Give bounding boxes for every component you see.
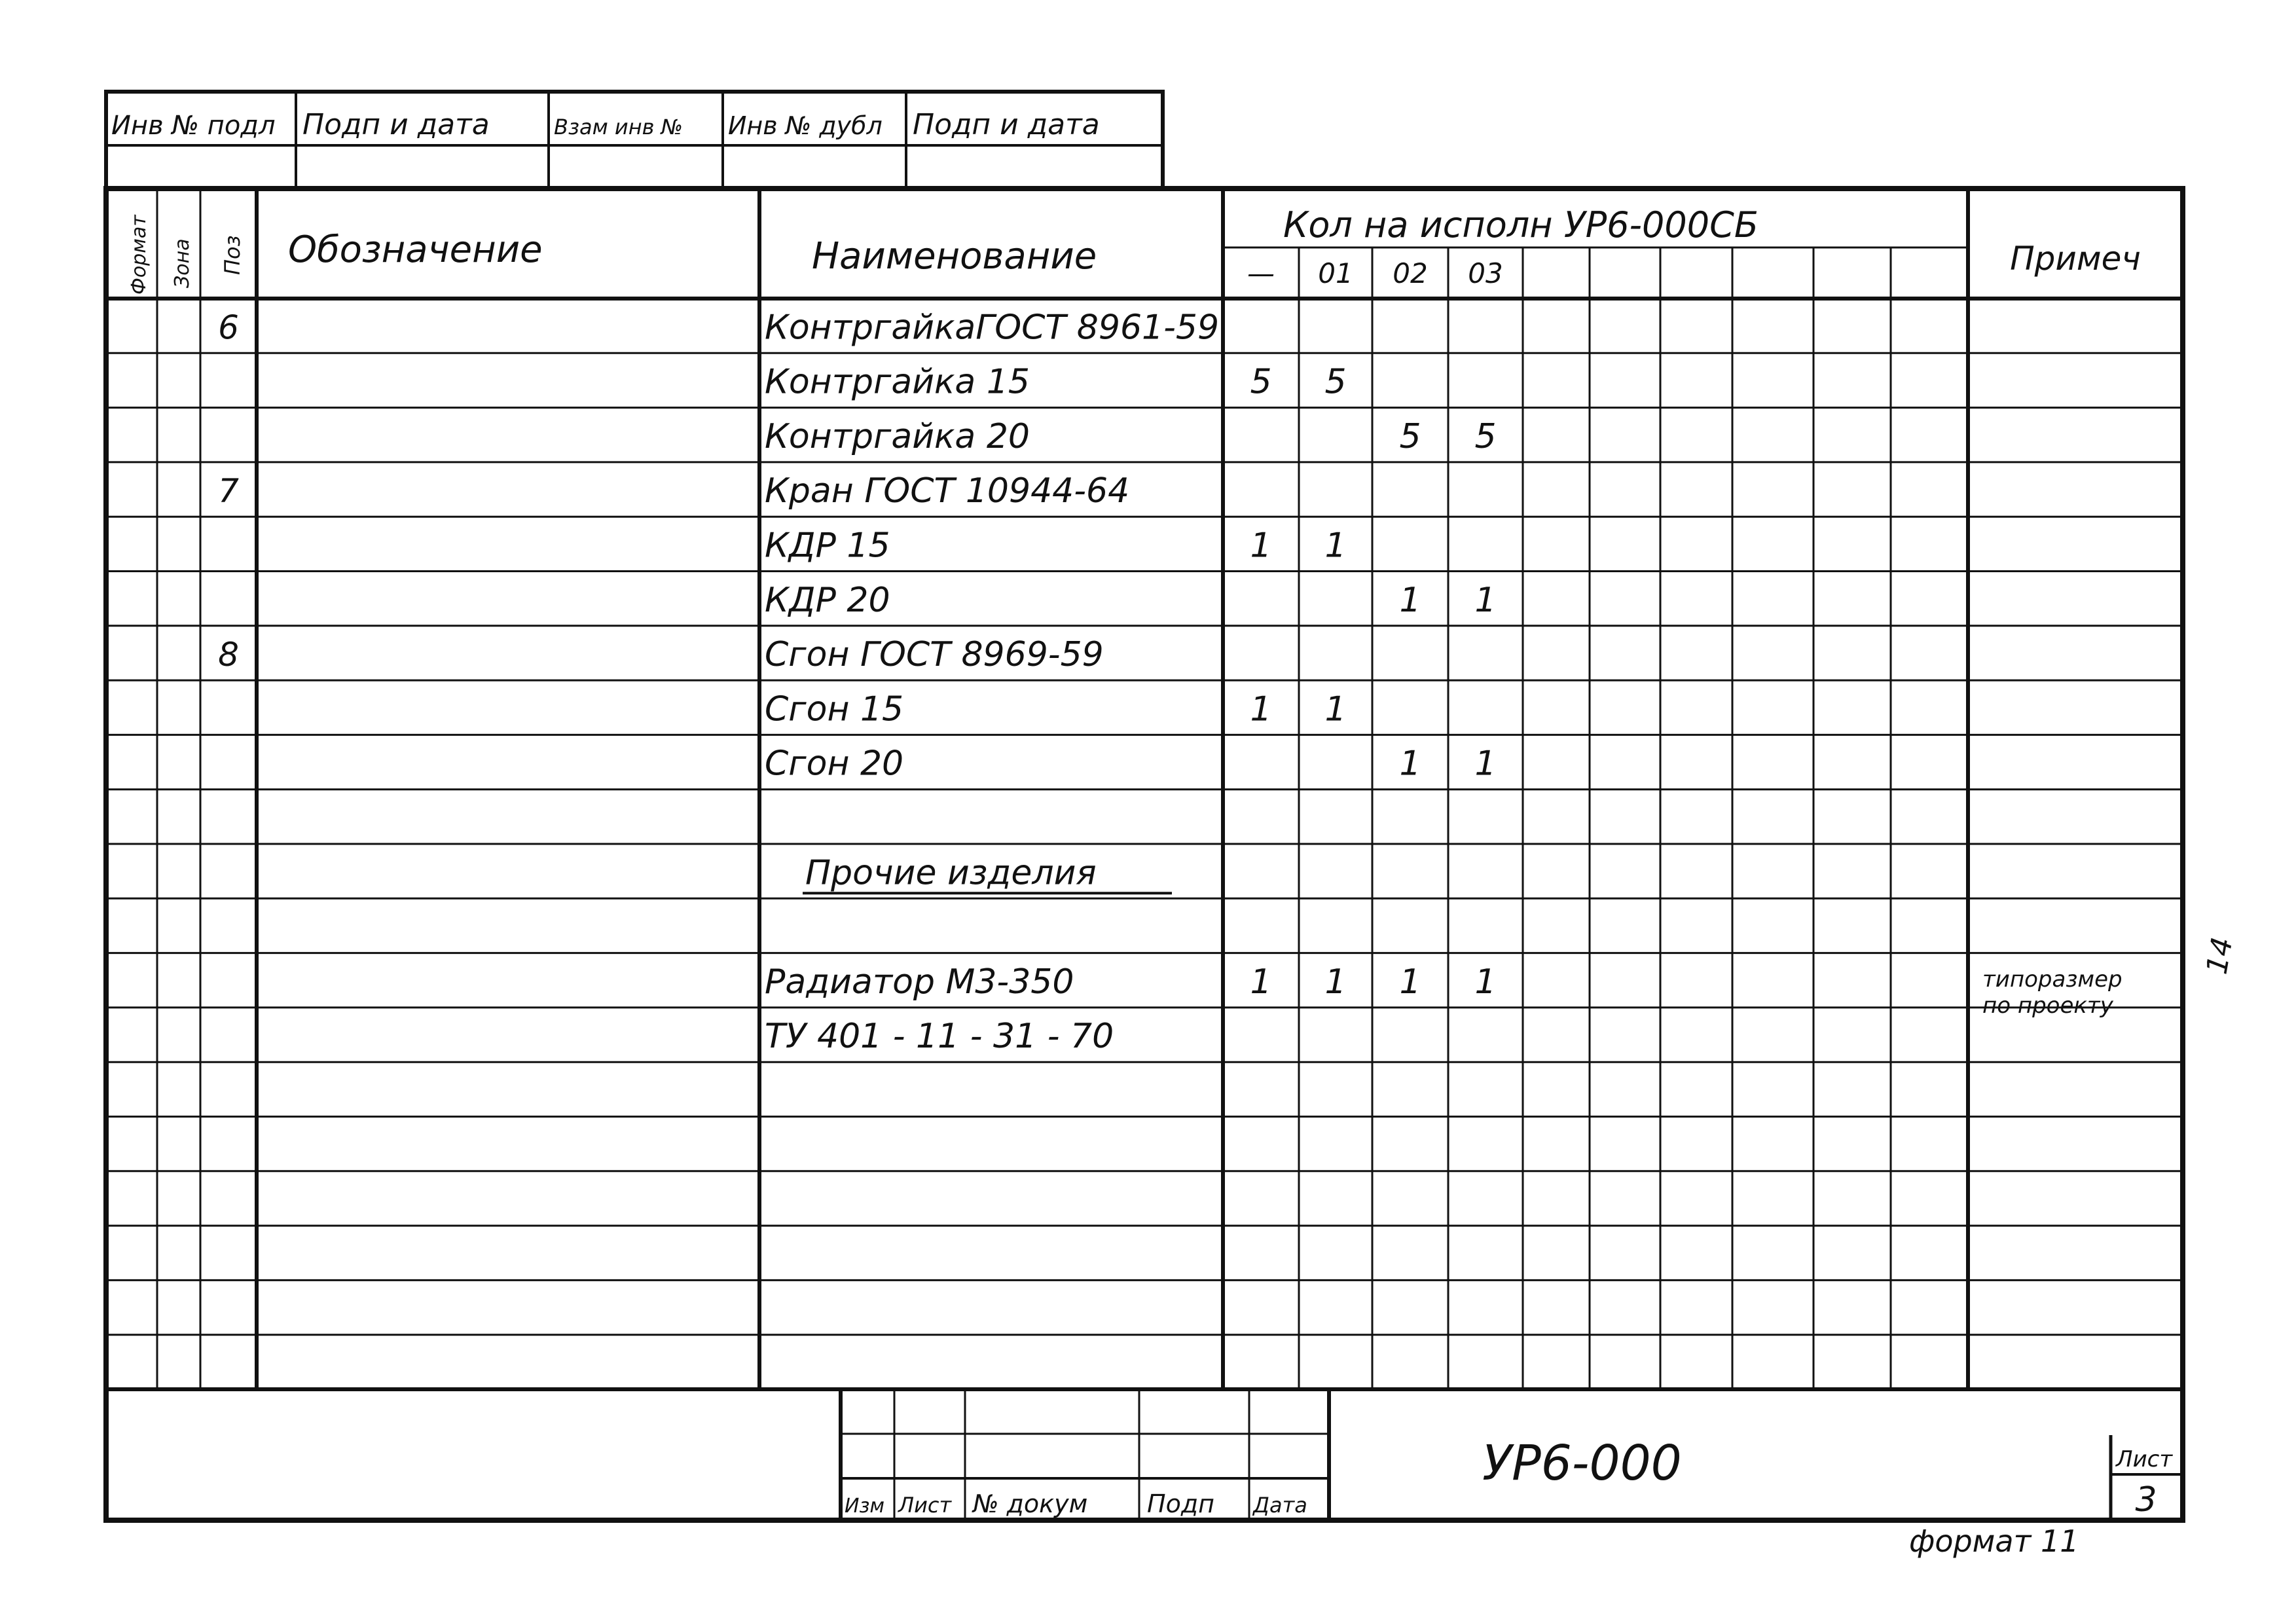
- title-label-izm: Изм: [845, 1495, 885, 1518]
- margin-note: 14: [2200, 934, 2240, 977]
- row-qty: 1: [1399, 744, 1421, 784]
- spec-table-grid: [106, 189, 2183, 1389]
- header-zone: Зона: [171, 238, 194, 288]
- table-row: [765, 744, 1497, 784]
- row-qty: 1: [1250, 526, 1272, 566]
- header-qty-title: Кол на исполн УР6-000СБ: [1283, 204, 1758, 246]
- row-name: Контргайка 15: [765, 362, 1030, 402]
- table-row: [218, 635, 1104, 674]
- table-row: [765, 1017, 1114, 1056]
- row-name: Сгон 20: [765, 744, 904, 784]
- spec-table-rows: [218, 308, 2123, 1056]
- table-row: [218, 471, 1129, 511]
- stamp-cell-1: Инв № подл: [111, 111, 276, 141]
- row-name: КДР 20: [765, 580, 890, 620]
- row-name: Сгон ГОСТ 8969-59: [765, 635, 1104, 675]
- title-label-list: Лист: [898, 1493, 952, 1518]
- table-row: [765, 363, 1347, 402]
- row-note: типоразмер: [1982, 966, 2123, 993]
- row-qty: 1: [1250, 962, 1272, 1002]
- row-qty: 1: [1474, 580, 1497, 620]
- row-pos: 8: [218, 636, 239, 674]
- row-qty: 5: [1399, 416, 1421, 456]
- title-label-date: Дата: [1253, 1493, 1307, 1518]
- row-name: КДР 15: [765, 526, 890, 566]
- row-qty: 1: [1399, 580, 1421, 620]
- stamp-cell-3: Взам инв №: [554, 115, 683, 139]
- table-header: [128, 204, 2141, 295]
- header-name: Наименование: [812, 235, 1097, 278]
- title-block: [841, 1389, 2183, 1520]
- row-name: Кран ГОСТ 10944-64: [765, 471, 1130, 511]
- row-name: ТУ 401 - 11 - 31 - 70: [765, 1017, 1114, 1057]
- stamp-cell-5: Подп и дата: [913, 108, 1100, 141]
- stamp-cell-2: Подп и дата: [302, 108, 490, 141]
- table-row: [765, 689, 1347, 729]
- stamp-cell-4: Инв № дубл: [728, 111, 883, 140]
- row-qty: 1: [1250, 689, 1272, 729]
- table-row: [765, 526, 1347, 566]
- sheet-label: Лист: [2116, 1446, 2173, 1472]
- header-pos: Поз: [220, 235, 245, 275]
- header-format: Формат: [128, 215, 151, 295]
- document-number: УР6-000: [1482, 1435, 1682, 1491]
- sheet-number: 3: [2135, 1480, 2157, 1520]
- table-row: [218, 308, 1219, 347]
- header-note: Примеч: [2010, 240, 2141, 278]
- row-name: КонтргайкаГОСТ 8961-59: [765, 308, 1220, 348]
- table-row: [803, 853, 1172, 893]
- row-qty: 1: [1474, 962, 1497, 1002]
- row-name: Радиатор М3-350: [765, 962, 1074, 1002]
- row-pos: 7: [218, 472, 239, 511]
- header-qty-col-3: 02: [1393, 257, 1428, 289]
- row-qty: 1: [1324, 526, 1347, 566]
- title-label-doc: № докум: [973, 1489, 1088, 1518]
- format-note: формат 11: [1909, 1523, 2079, 1559]
- table-row: [765, 417, 1497, 456]
- row-qty: 1: [1474, 744, 1497, 784]
- header-qty-col-4: 03: [1468, 257, 1503, 289]
- row-qty: 5: [1250, 362, 1272, 402]
- row-qty: 5: [1474, 416, 1497, 456]
- header-designation: Обозначение: [288, 228, 543, 271]
- row-qty: 5: [1324, 362, 1347, 402]
- main-frame: [106, 189, 2183, 1520]
- header-qty-col-2: 01: [1318, 257, 1353, 289]
- row-qty: 1: [1324, 962, 1347, 1002]
- table-row: [765, 581, 1497, 620]
- title-label-sign: Подп: [1147, 1489, 1214, 1518]
- section-heading: Прочие изделия: [805, 853, 1097, 893]
- table-row: [765, 962, 2123, 1019]
- row-name: Сгон 15: [765, 689, 904, 729]
- row-name: Контргайка 20: [765, 416, 1030, 456]
- row-qty: 1: [1324, 689, 1347, 729]
- header-qty-col-1: —: [1247, 257, 1275, 289]
- row-note: по проекту: [1982, 992, 2113, 1019]
- row-qty: 1: [1399, 962, 1421, 1002]
- row-pos: 6: [218, 308, 239, 347]
- top-stamp: [106, 92, 1163, 189]
